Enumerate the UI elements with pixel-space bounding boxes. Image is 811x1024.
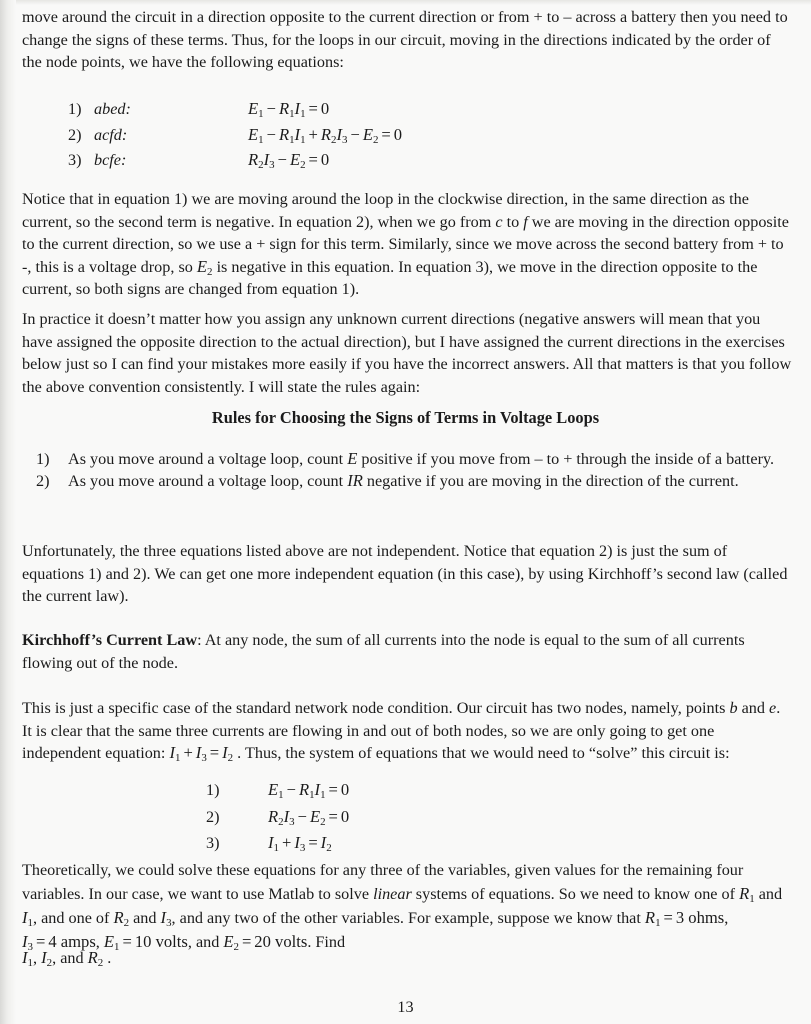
symbol-i3: $I_3$ <box>160 908 172 930</box>
theoretical-text-e: and <box>129 909 161 927</box>
node-text-c: . Thus, the system of equations that we would need to “solve” this circuit is: <box>233 744 730 763</box>
kirchhoff-current-law-body: : At any node, the sum of all currents into the node is equal to the sum of all currents flowing out of the node. <box>22 631 745 672</box>
node-condition-paragraph <box>22 697 792 765</box>
system-equation-formula: $I_1 + I_3 = I_2$ <box>268 833 332 855</box>
theoretical-text-c: and <box>754 885 783 903</box>
given-r1-value: 3 <box>675 908 685 927</box>
rule-text <box>68 470 776 492</box>
loop-equation-row <box>68 99 688 125</box>
notice-paragraph <box>22 188 792 301</box>
given-i3-value: 4 <box>48 932 57 951</box>
system-equation-row <box>206 833 606 860</box>
symbol-r1: $R_1$ <box>739 884 755 906</box>
loop-equations-list <box>68 99 688 176</box>
given-e1-unit: volts <box>155 932 188 951</box>
theoretical-text-d: , and one of <box>33 909 114 927</box>
system-equation-number: 3) <box>206 834 220 852</box>
notice-text-mid: to <box>502 212 524 231</box>
node-text-and: and <box>737 699 769 717</box>
intro-paragraph <box>22 6 790 74</box>
loop-equation-number: 3) <box>68 151 82 169</box>
given-i3-unit: amps <box>60 932 96 951</box>
theoretical-emph-linear: linear <box>373 885 412 903</box>
rule-number: 1) <box>36 450 50 468</box>
given-r1-unit: ohms <box>688 908 725 927</box>
rules-heading: Rules for Choosing the Signs of Terms in Voltage Loops <box>211 408 600 427</box>
loop-equation-row <box>68 150 688 176</box>
loop-equation-label: abed: <box>94 100 131 118</box>
loop-equation-formula: $R_2I_3 - E_2 = 0$ <box>248 150 330 172</box>
theoretical-text-g: , <box>724 909 729 927</box>
given-e2: $E_2 = 20$ volts <box>223 932 308 954</box>
theoretical-text-a: Theoretically, we could solve these equations for any three of the variables, given values for the remaining four variables. In our case, we want to use Matlab to solve <box>22 861 744 903</box>
find-unknowns-line <box>22 947 792 970</box>
unknown-i2: $I_2$ <box>41 948 53 970</box>
notice-node-c: c <box>495 212 503 231</box>
notice-text-a: Notice that in equation 1) we are moving around the loop in the clockwise direction, in the same direction as the current, so the second term is negative. In equation 2), when we go from <box>22 190 749 231</box>
theoretical-text-j: . Find <box>307 933 346 951</box>
notice-text-c: is negative in this equation. In equation 3), we move in the direction opposite to the current, so both signs are changed from equation 1). <box>22 257 758 299</box>
loop-equation-number: 1) <box>68 100 82 118</box>
node-label-b: b <box>729 699 738 717</box>
scan-edge-left <box>0 0 16 1024</box>
theoretical-text-i: , and <box>187 933 224 951</box>
given-e1: $E_1 = 10$ volts <box>103 932 188 954</box>
in-practice-paragraph <box>22 308 792 398</box>
theoretical-text-h: , <box>95 933 104 951</box>
system-equation-formula: $R_2I_3 - E_2 = 0$ <box>268 806 350 828</box>
rule-symbol-ir: IR <box>347 471 363 491</box>
given-e1-value: 10 <box>134 932 152 951</box>
intro-paragraph-text: move around the circuit in a direction opposite to the current direction or from + to – across a battery then you need to change the signs of these terms. Thus, for the loops in our circuit, moving in the directions indicated by the order of the node points, we have the following equations: <box>22 8 788 72</box>
unknowns-sep-2: , and <box>52 949 88 967</box>
system-equation-number: 2) <box>206 807 220 826</box>
unknown-i1: $I_1$ <box>22 948 33 970</box>
notice-symbol-e2: $E_2$ <box>196 256 213 278</box>
theoretical-text-b: systems of equations. So we need to know one of <box>411 885 740 903</box>
rule-text-after: negative if you are moving in the direction of the current. <box>362 472 739 491</box>
unfortunately-text: Unfortunately, the three equations listed above are not independent. Notice that equation 2) is just the sum of equations 1) and 2). We can get one more independent equation (in this case), by using Kirchhoff’s second law (called the current law). <box>22 542 788 606</box>
theoretically-paragraph <box>22 858 792 954</box>
notice-node-f: f <box>523 212 528 231</box>
loop-equation-label: acfd: <box>94 125 128 144</box>
unfortunately-paragraph <box>22 540 792 608</box>
given-e2-unit: volts <box>275 932 308 951</box>
rule-symbol-e: E <box>347 449 358 468</box>
system-equation-formula: $E_1 - R_1I_1 = 0$ <box>268 780 350 802</box>
scan-edge-top <box>0 0 811 5</box>
loop-equation-formula: $E_1 - R_1I_1 = 0$ <box>248 99 330 121</box>
kirchhoff-current-law-paragraph <box>22 629 792 674</box>
rule-text-after: positive if you move from – to + through the inside of a battery. <box>357 450 775 468</box>
given-r1: $R_1 = 3$ ohms <box>644 908 725 930</box>
node-text-a: This is just a specific case of the standard network node condition. Our circuit has two nodes, namely, points <box>22 699 730 717</box>
node-label-e: e <box>769 699 777 717</box>
loop-equation-formula: $E_1 - R_1I_1 + R_2I_3 - E_2 = 0$ <box>248 124 403 146</box>
symbol-i1: $I_1$ <box>22 908 33 930</box>
rule-text <box>68 448 776 470</box>
unknowns-sep-1: , <box>33 949 42 967</box>
rules-list <box>36 448 776 493</box>
unknown-r2: $R_2$ <box>87 948 104 970</box>
rule-text-before: As you move around a voltage loop, count <box>68 450 348 468</box>
given-i3: $I_3 = 4$ amps <box>22 932 96 954</box>
given-e2-value: 20 <box>254 932 271 951</box>
rule-text-before: As you move around a voltage loop, count <box>68 472 348 491</box>
notice-text-b: we are moving in the direction opposite to the current direction, so we use a + sign for this term. Similarly, since we move across the second battery from + to -, this is a voltage drop, so <box>22 212 789 276</box>
theoretical-text-f: , and any two of the other variables. For example, suppose we know that <box>171 909 645 927</box>
in-practice-text: In practice it doesn’t matter how you assign any unknown current directions (negative answers will mean that you have assigned the opposite direction to the actual direction), but I have assigned the current directions in the exercises below just so I can find your mistakes more easily if you have the incorrect answers. All that matters is that you follow the above convention consistently. I will state the rules again: <box>22 310 792 396</box>
system-equation-row <box>206 807 606 834</box>
loop-equation-row <box>68 125 688 151</box>
rule-number: 2) <box>36 472 50 491</box>
kirchhoff-current-law-title: Kirchhoff’s Current Law <box>22 631 198 649</box>
loop-equation-number: 2) <box>68 125 82 144</box>
system-equations-list <box>206 780 606 860</box>
rule-item <box>36 470 776 492</box>
system-equation-row <box>206 780 606 807</box>
node-text-b: . It is clear that the same three currents are flowing in and out of both nodes, so we are only going to get one independent equation: <box>22 699 781 763</box>
rule-item <box>36 448 776 470</box>
loop-equation-label: bcfe: <box>94 151 127 169</box>
node-equation-inline: $I_1 + I_3 = I_2$ <box>169 743 234 765</box>
symbol-r2: $R_2$ <box>113 908 130 930</box>
unknowns-end: . <box>103 949 112 967</box>
system-equation-number: 1) <box>206 781 220 799</box>
page-number: 13 <box>397 998 414 1016</box>
